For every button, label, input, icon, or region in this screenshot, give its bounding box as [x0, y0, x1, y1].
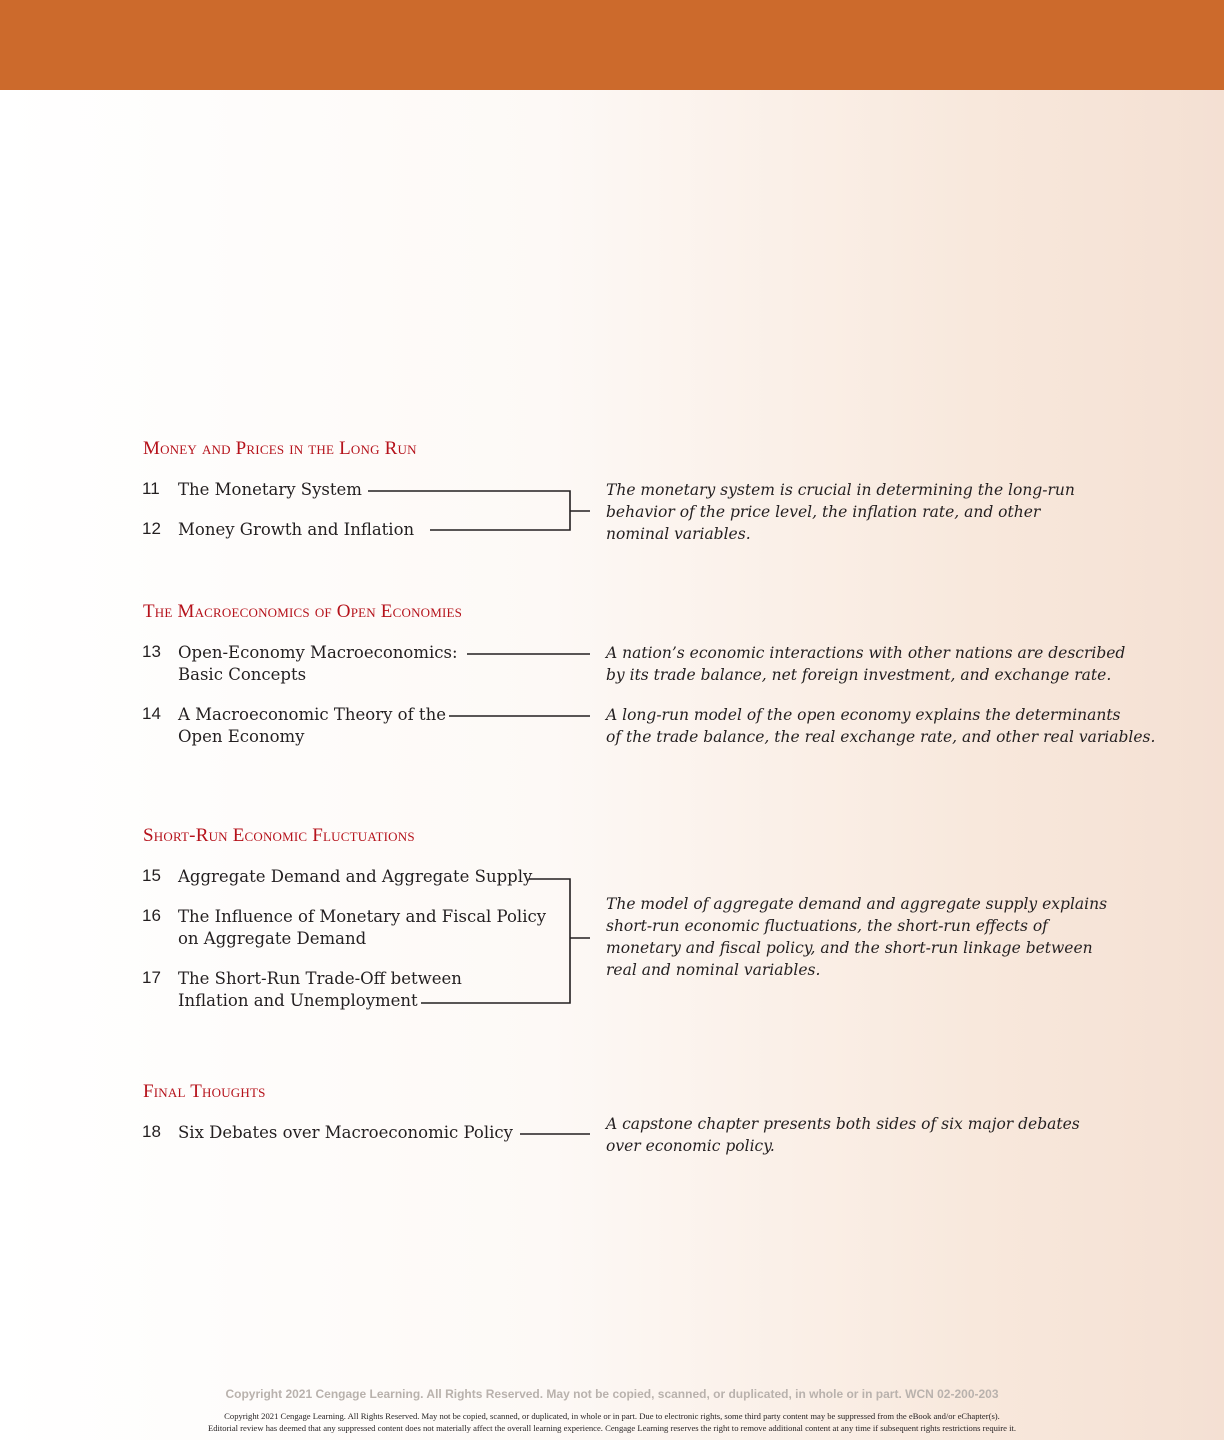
description-line: of the trade balance, the real exchange rate, and other real variables. [606, 728, 1156, 746]
chapter-number-13: 13 [142, 642, 161, 661]
chapter-title-line: Inflation and Unemployment [178, 991, 418, 1010]
chapter-title-line: Money Growth and Inflation [178, 520, 415, 539]
description-line: behavior of the price level, the inflation rate, and other [606, 503, 1041, 521]
bracket-money-prices [368, 491, 590, 530]
chapter-number-17: 17 [142, 968, 161, 987]
chapter-title-line: Basic Concepts [178, 665, 307, 684]
section-heading-open-economies: The Macroeconomics of Open Economies [143, 601, 463, 622]
chapter-title-line: The Short-Run Trade-Off between [178, 969, 462, 988]
description-line: nominal variables. [606, 525, 751, 543]
bracket-short-run [421, 879, 590, 1003]
copyright-notice-line: Copyright 2021 Cengage Learning. All Rights Reserved. May not be copied, scanned, or duplicated, in whole or in part. Due to electronic rights, some third party content may be suppressed from the eBook and/or eChapter(s). [224, 1411, 1000, 1421]
chapter-number-16: 16 [142, 906, 161, 925]
chapter-title-line: Open Economy [178, 727, 305, 746]
chapter-title-line: A Macroeconomic Theory of the [178, 705, 446, 724]
description-line: monetary and fiscal policy, and the short-run linkage between [606, 939, 1093, 957]
chapter-number-14: 14 [142, 704, 161, 723]
description-line: over economic policy. [606, 1137, 775, 1155]
description-line: by its trade balance, net foreign investment, and exchange rate. [606, 666, 1112, 684]
chapter-number-11: 11 [142, 479, 160, 498]
description-line: A capstone chapter presents both sides of six major debates [606, 1115, 1080, 1133]
description-line: short-run economic fluctuations, the short-run effects of [606, 917, 1048, 935]
chapter-title-line: on Aggregate Demand [178, 929, 367, 948]
chapter-title-line: Open-Economy Macroeconomics: [178, 643, 458, 662]
chapter-title-line: The Monetary System [178, 480, 362, 499]
copyright-notice-line: Editorial review has deemed that any suppressed content does not materially affect the overall learning experience. Cengage Learning reserves the right to remove additional content at any time if subsequent rights restrictions require it. [207, 1423, 1017, 1433]
chapter-number-12: 12 [142, 519, 161, 538]
section-heading-short-run: Short-Run Economic Fluctuations [143, 825, 415, 846]
chapter-number-15: 15 [142, 866, 161, 885]
section-heading-money-prices: Money and Prices in the Long Run [143, 438, 417, 459]
description-line: The monetary system is crucial in determining the long-run [606, 481, 1075, 499]
description-line: real and nominal variables. [606, 961, 821, 979]
description-line: A long-run model of the open economy explains the determinants [606, 706, 1121, 724]
chapter-title-line: The Influence of Monetary and Fiscal Policy [178, 907, 547, 926]
copyright-watermark: Copyright 2021 Cengage Learning. All Rights Reserved. May not be copied, scanned, or duplicated, in whole or in part. WCN 02-200-203 [225, 1387, 999, 1401]
description-line: The model of aggregate demand and aggregate supply explains [606, 895, 1108, 913]
description-line: A nation’s economic interactions with other nations are described [606, 644, 1126, 662]
copyright-notice [0, 1410, 1224, 1434]
chapter-title-line: Aggregate Demand and Aggregate Supply [178, 867, 533, 886]
chapter-title-line: Six Debates over Macroeconomic Policy [178, 1123, 513, 1142]
chapter-number-18: 18 [142, 1122, 161, 1141]
section-heading-final-thoughts: Final Thoughts [143, 1081, 266, 1102]
